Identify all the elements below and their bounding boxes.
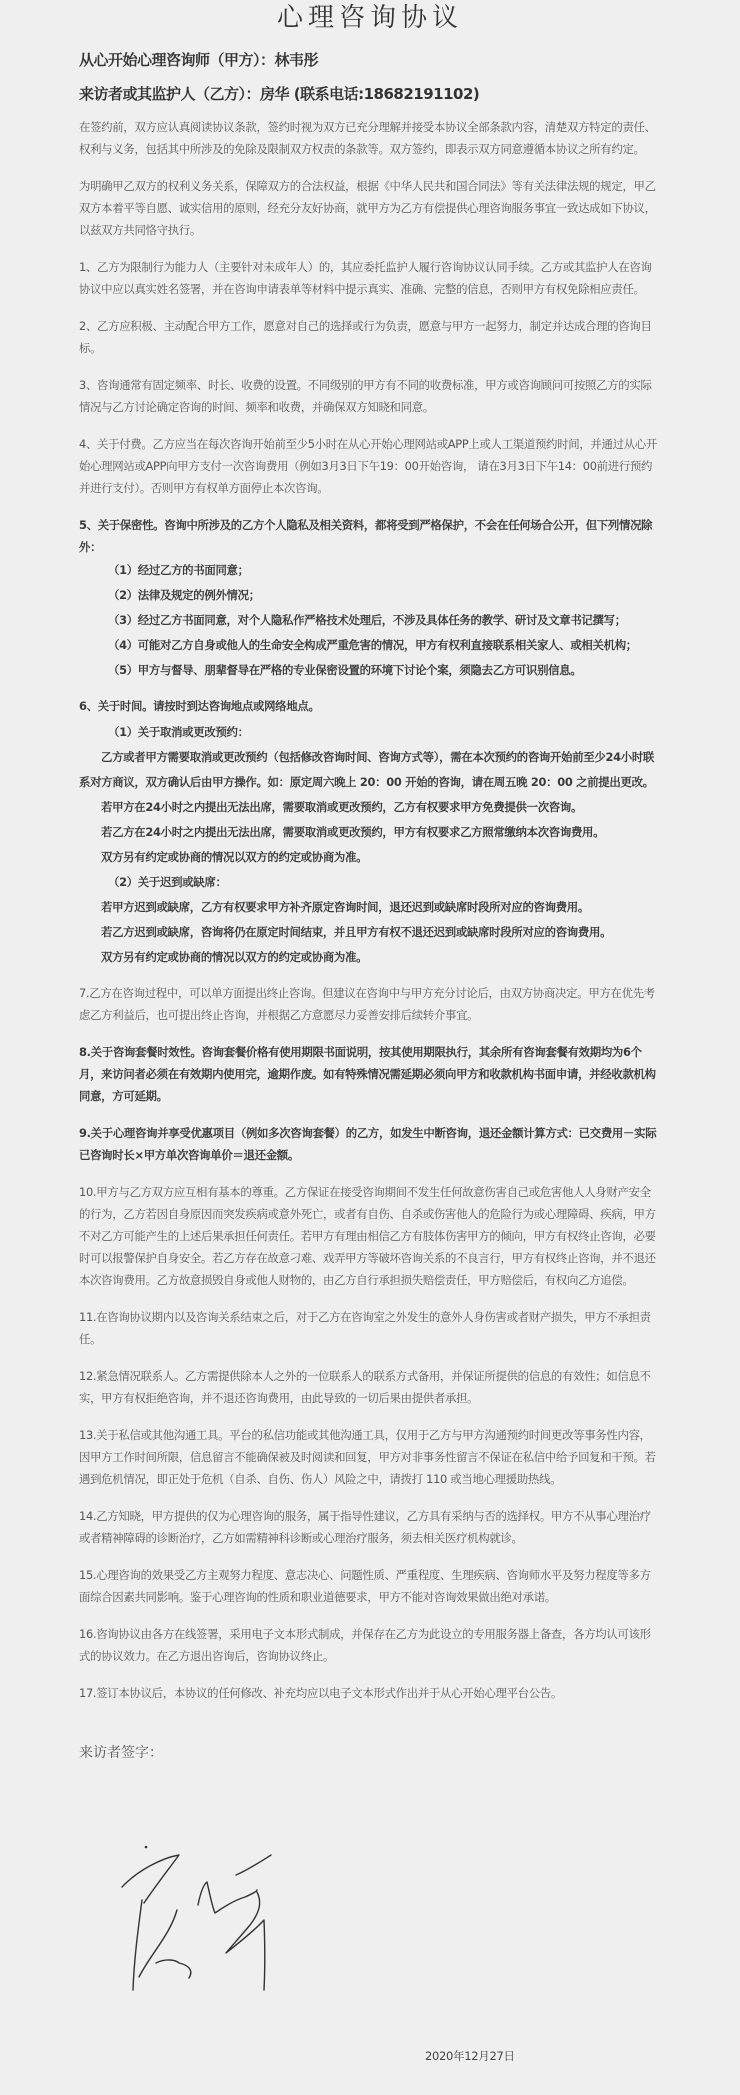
clause-6-line: 若甲方在24小时之内提出无法出席，需要取消或更改预约，乙方有权要求甲方免费提供一次咨询。 [101, 800, 583, 814]
signature-stroke [139, 1910, 191, 1978]
clause-5-item: （5）甲方与督导、朋辈督导在严格的专业保密设置的环境下讨论个案，须隐去乙方可识别信息。 [108, 663, 582, 677]
clause-6-line: 若乙方在24小时之内提出无法出席，需要取消或更改预约，甲方有权要求乙方照常缴纳本次咨询费用。 [101, 825, 605, 839]
clause-5: 5、关于保密性。咨询中所涉及的乙方个人隐私及相关资料，都将受到严格保护，不会在任何场合公开，但下列情况除外： [79, 518, 653, 554]
clause-2: 2、乙方应积极、主动配合甲方工作，愿意对自己的选择或行为负责，愿意与甲方一起努力，制定并达成合理的咨询目标。 [79, 319, 652, 355]
signature-date: 2020年12月27日 [425, 2049, 515, 2063]
clause-4: 4、关于付费。乙方应当在每次咨询开始前至少5小时在从心开始心理网站或APP上或人工渠道预约时间，并通过从心开始心理网站或APP向甲方支付一次咨询费用（例如3月3日下午19：00开始咨询， 请在3月3日下午14：00前进行预约并进行支付）。否则甲方有权单方面停止本次咨询。 [79, 437, 657, 495]
signature-stroke [226, 1892, 265, 1990]
clause-5-item: （4）可能对乙方自身或他人的生命安全构成严重危害的情况，甲方有权利直接联系相关家人、或相关机构； [108, 638, 637, 652]
clause-13: 13.关于私信或其他沟通工具。平台的私信功能或其他沟通工具，仅用于乙方与甲方沟通预约时间更改等事务性内容，因甲方工作时间所限，信息留言不能确保被及时阅读和回复，甲方对非事务性留言不保证在私信中给予回复和干预。若遇到危机情况，即正处于危机（自杀、自伤、伤人）风险之中，请拨打 110 或当地心理援助热线。 [79, 1428, 656, 1486]
page-title: 心理咨询协议 [276, 3, 463, 33]
clause-5-item: （1）经过乙方的书面同意； [108, 563, 249, 577]
clause-16: 16.咨询协议由各方在线签署，采用电子文本形式制成，并保存在乙方为此设立的专用服务器上备查，各方均认可该形式的协议效力。在乙方退出咨询后，咨询协议终止。 [79, 1627, 651, 1663]
clause-6-line: 双方另有约定或协商的情况以双方的约定或协商为准。 [101, 950, 368, 964]
clause-6-sub-title: （1）关于取消或更改预约： [108, 725, 249, 739]
signature-stroke [198, 1882, 257, 1913]
clause-17: 17.签订本协议后，本协议的任何修改、补充均应以电子文本形式作出并于从心开始心理平台公告。 [79, 1686, 563, 1700]
clause-6: 6、关于时间。请按时到达咨询地点或网络地点。 [79, 699, 320, 713]
clause-6-sub-title: （2）关于迟到或缺席： [108, 875, 227, 889]
clause-10: 10.甲方与乙方双方应互相有基本的尊重。乙方保证在接受咨询期间不发生任何故意伤害自己或危害他人人身财产安全的行为，乙方若因自身原因而突发疾病或意外死亡，或者有自伤、自杀或伤害他人的危险行为或心理障碍、疾病，甲方不对乙方可能产生的上述后果承担任何责任。若甲方有理由相信乙方有肢体伤害甲方的倾向，甲方有权终止咨询，必要时可以报警保护自身安全。若乙方存在故意刁难、戏弄甲方等破坏咨询关系的不良言行，甲方有权终止咨询，并不退还本次咨询费用。乙方故意损毁自身或他人财物的，由乙方自行承担损失赔偿责任，甲方赔偿后，有权向乙方追偿。 [79, 1185, 656, 1287]
signature-stroke [133, 1900, 142, 1990]
clause-14: 14.乙方知晓，甲方提供的仅为心理咨询的服务，属于指导性建议，乙方具有采纳与否的选择权。甲方不从事心理治疗或者精神障碍的诊断治疗，乙方如需精神科诊断或心理治疗服务，须去相关医疗机构就诊。 [79, 1509, 651, 1545]
clause-1: 1、乙方为限制行为能力人（主要针对未成年人）的，其应委托监护人履行咨询协议认同手续。乙方或其监护人在咨询协议中应以真实姓名签署，并在咨询申请表单等材料中提示真实、准确、完整的信息，否则甲方有权免除相应责任。 [79, 260, 652, 296]
clause-11: 11.在咨询协议期内以及咨询关系结束之后，对于乙方在咨询室之外发生的意外人身伤害或者财产损失，甲方不承担责任。 [79, 1310, 651, 1346]
clause-5-item: （2）法律及规定的例外情况； [108, 588, 260, 602]
signature-stroke [236, 1855, 271, 1875]
clause-8: 8.关于咨询套餐时效性。咨询套餐价格有使用期限书面说明，按其使用期限执行，其余所有咨询套餐有效期均为6个月，来访问者必须在有效期内使用完，逾期作废。如有特殊情况需延期必须向甲方和收款机构书面申请，并经收款机构同意，方可延期。 [79, 1045, 656, 1103]
intro-paragraph: 在签约前，双方应认真阅读协议条款，签约时视为双方已充分理解并接受本协议全部条款内容，清楚双方特定的责任、权利与义务，包括其中所涉及的免除及限制双方权责的条款等。双方签约，即表示双方同意遵循本协议之所有约定。 [79, 120, 656, 156]
signature-stroke [145, 1846, 146, 1847]
clause-6-line: 若乙方迟到或缺席，咨询将仍在原定时间结束，并且甲方有权不退还迟到或缺席时段所对应的咨询费用。 [101, 925, 612, 939]
clause-12: 12.紧急情况联系人。乙方需提供除本人之外的一位联系人的联系方式备用，并保证所提供的信息的有效性；如信息不实，甲方有权拒绝咨询，并不退还咨询费用，由此导致的一切后果由提供者承担。 [79, 1369, 651, 1405]
signature-label: 来访者签字： [79, 1745, 163, 1761]
signature-stroke [122, 1855, 179, 1903]
clause-7: 7.乙方在咨询过程中，可以单方面提出终止咨询。但建议在咨询中与甲方充分讨论后，由双方协商决定。甲方在优先考虑乙方利益后，也可提出终止咨询，并根据乙方意愿尽力妥善安排后续转介事宜。 [79, 986, 655, 1022]
clause-5-item: （3）经过乙方书面同意，对个人隐私作严格技术处理后，不涉及具体任务的教学、研讨及文章书记撰写； [108, 613, 626, 627]
agreement-body [79, 48, 659, 1762]
party-a: 从心开始心理咨询师（甲方）：林韦彤 [79, 51, 319, 69]
intro-paragraph: 为明确甲乙双方的权利义务关系，保障双方的合法权益，根据《中华人民共和国合同法》等有关法律法规的规定，甲乙双方本着平等自愿、诚实信用的原则，经充分友好协商，就甲方为乙方有偿提供心理咨询服务事宜一致达成如下协议，以兹双方共同恪守执行。 [79, 179, 656, 237]
clause-3: 3、咨询通常有固定频率、时长、收费的设置。不同级别的甲方有不同的收费标准，甲方或咨询顾问可按照乙方的实际情况与乙方讨论确定咨询的时间、频率和收费，并确保双方知晓和同意。 [79, 378, 652, 414]
clause-6-line: 若甲方迟到或缺席，乙方有权要求甲方补齐原定咨询时间，退还迟到或缺席时段所对应的咨询费用。 [101, 900, 589, 914]
handwritten-signature [110, 1840, 290, 2000]
clause-9: 9.关于心理咨询并享受优惠项目（例如多次咨询套餐）的乙方，如发生中断咨询，退还金额计算方式：已交费用－实际已咨询时长×甲方单次咨询单价＝退还金额。 [79, 1126, 657, 1162]
clause-6-line: 双方另有约定或协商的情况以双方的约定或协商为准。 [101, 850, 368, 864]
clause-6-sub-text: 乙方或者甲方需要取消或更改预约（包括修改咨询时间、咨询方式等），需在本次预约的咨询开始前至少24小时联系对方商议，双方确认后由甲方操作。如：原定周六晚上 20：00 开始的咨询，请在周五晚 20：00 之前提出更改。 [79, 750, 654, 789]
party-b: 来访者或其监护人（乙方）：房华 (联系电话:18682191102) [79, 85, 480, 103]
clause-15: 15.心理咨询的效果受乙方主观努力程度、意志决心、问题性质、严重程度、生理疾病、咨询师水平及努力程度等多方面综合因素共同影响。鉴于心理咨询的性质和职业道德要求，甲方不能对咨询效果做出绝对承诺。 [79, 1568, 651, 1604]
